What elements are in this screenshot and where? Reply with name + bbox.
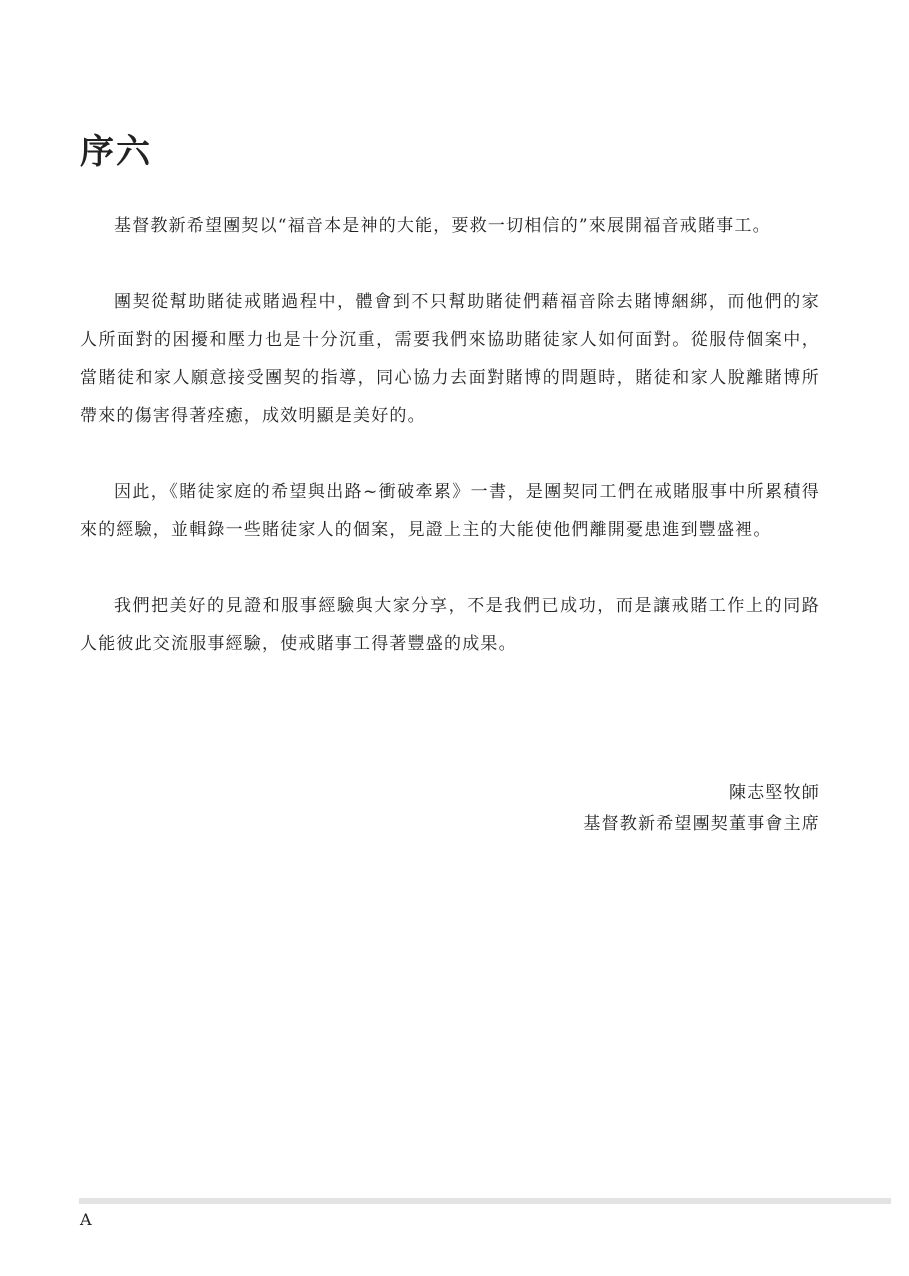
signature-block	[583, 778, 820, 840]
signature-name: 陳志堅牧師	[729, 783, 820, 803]
paragraph-3: 因此，《賭徒家庭的希望與出路~衝破牽累》一書，是團契同工們在戒賭服事中所累積得來的經驗，並輯錄一些賭徒家人的個案，見證上主的大能使他們離開憂患進到豐盛裡。	[80, 482, 820, 540]
page-title: 序六	[80, 132, 152, 172]
page-number: A	[80, 1210, 92, 1229]
paragraph-4: 我們把美好的見證和服事經驗與大家分享，不是我們已成功，而是讓戒賭工作上的同路人能彼此交流服事經驗，使戒賭事工得著豐盛的成果。	[80, 596, 820, 654]
paragraph-1: 基督教新希望團契以“福音本是神的大能，要救一切相信的”來展開福音戒賭事工。	[114, 216, 771, 236]
footer-divider	[79, 1198, 891, 1204]
signature-position: 基督教新希望團契董事會主席	[583, 814, 820, 834]
preface-body	[80, 207, 820, 701]
paragraph-2: 團契從幫助賭徒戒賭過程中，體會到不只幫助賭徒們藉福音除去賭博綑綁，而他們的家人所面對的困擾和壓力也是十分沉重，需要我們來協助賭徒家人如何面對。從服侍個案中，當賭徒和家人願意接受團契的指導，同心協力去面對賭博的問題時，賭徒和家人脫離賭博所帶來的傷害得著痊癒，成效明顯是美好的。	[80, 292, 820, 426]
